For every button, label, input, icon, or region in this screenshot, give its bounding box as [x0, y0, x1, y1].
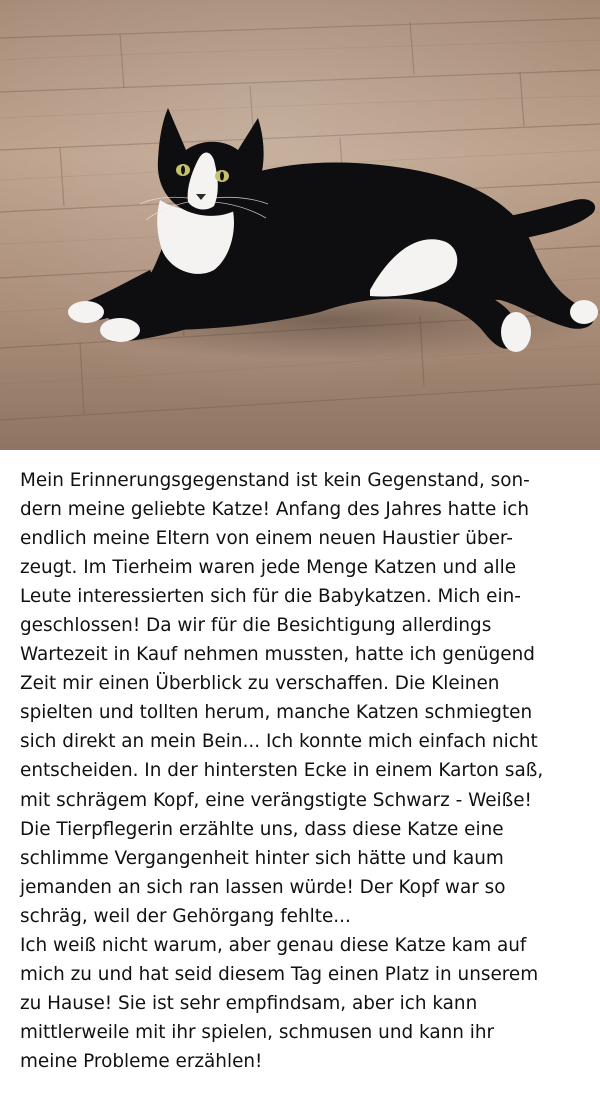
story-line: Leute interessierten sich für die Babykatzen. Mich ein-: [20, 586, 521, 608]
cat-photo: [0, 0, 600, 450]
story-line: geschlossen! Da wir für die Besichtigung allerdings: [20, 615, 492, 637]
story-line: zeugt. Im Tierheim waren jede Menge Katzen und alle: [20, 557, 517, 579]
story-line: dern meine geliebte Katze! Anfang des Jahres hatte ich: [20, 499, 530, 521]
cat-illustration: [0, 0, 600, 450]
story-text: [20, 466, 586, 1076]
story-line: schlimme Vergangenheit hinter sich hätte und kaum: [20, 847, 504, 869]
story-line: mit schrägem Kopf, eine verängstigte Schwarz - Weiße!: [20, 789, 532, 811]
cat-paw-front-left: [68, 301, 104, 323]
story-line: Die Tierpflegerin erzählte uns, dass diese Katze eine: [20, 818, 504, 840]
story-line: endlich meine Eltern von einem neuen Haustier über-: [20, 528, 513, 550]
story-line: spielten und tollten herum, manche Katzen schmiegten: [20, 702, 533, 724]
cat-paw-front-right: [100, 318, 140, 342]
story-line: meine Probleme erzählen!: [20, 1050, 263, 1072]
story-line: jemanden an sich ran lassen würde! Der Kopf war so: [20, 876, 506, 898]
story-line: mittlerweile mit ihr spielen, schmusen und kann ihr: [20, 1021, 495, 1043]
story-line: Wartezeit in Kauf nehmen mussten, hatte ich genügend: [20, 644, 535, 666]
story-line: zu Hause! Sie ist sehr empfindsam, aber ich kann: [20, 992, 478, 1014]
story-line: Ich weiß nicht warum, aber genau diese Katze kam auf: [20, 934, 527, 956]
story-line: Zeit mir einen Überblick zu verschaffen. Die Kleinen: [20, 673, 500, 695]
story-line: schräg, weil der Gehörgang fehlte...: [20, 905, 351, 927]
story-line: sich direkt an mein Bein... Ich konnte mich einfach nicht: [20, 731, 538, 753]
cat-paw-hind: [501, 312, 531, 352]
story-line: entscheiden. In der hintersten Ecke in einem Karton saß,: [20, 760, 544, 782]
cat-paw-back: [570, 300, 598, 324]
story-line: mich zu und hat seid diesem Tag einen Platz in unserem: [20, 963, 539, 985]
story-line: Mein Erinnerungsgegenstand ist kein Gegenstand, son-: [20, 470, 530, 491]
